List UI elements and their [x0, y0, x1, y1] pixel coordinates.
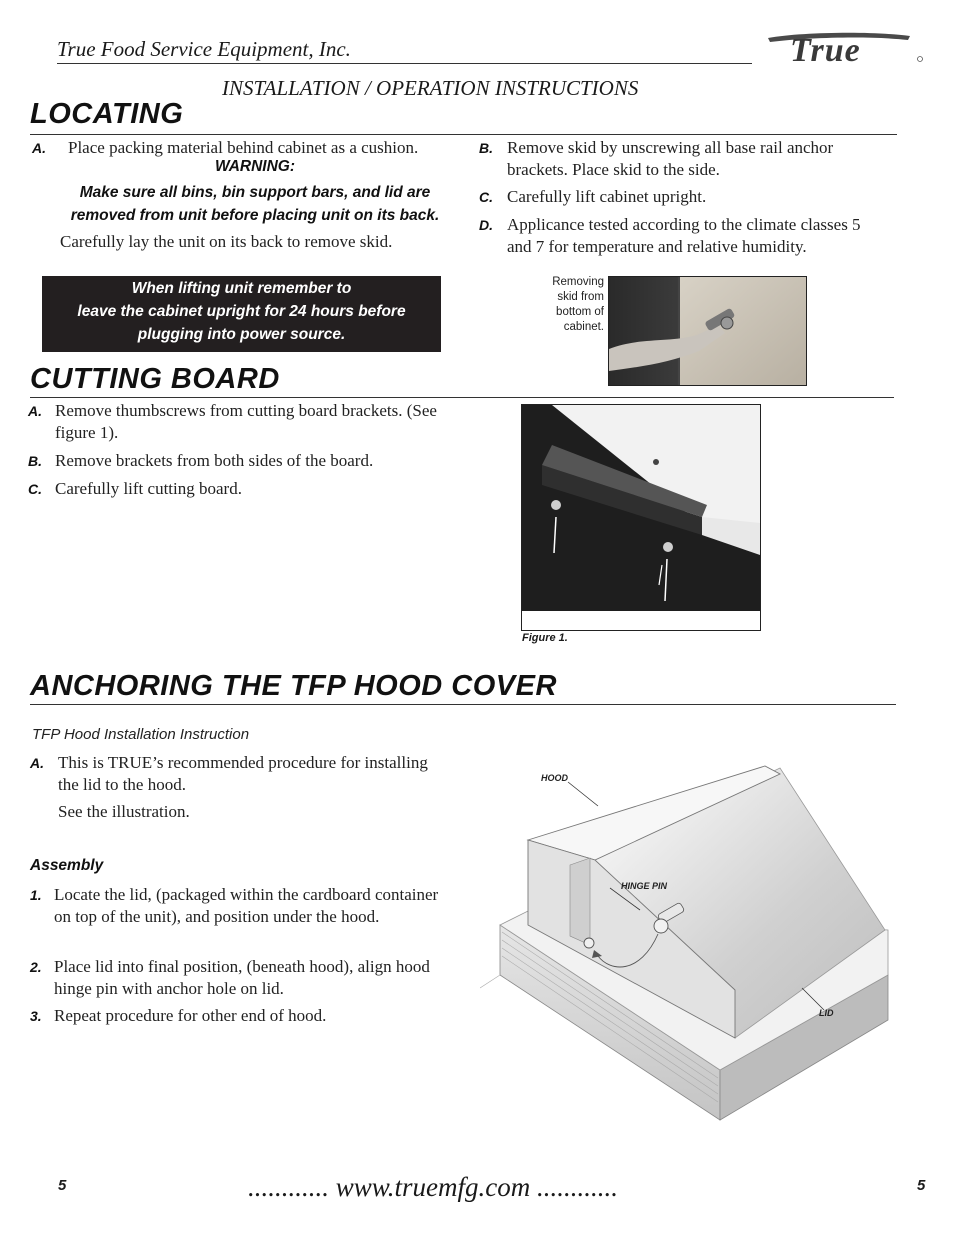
lay-unit-text: Carefully lay the unit on its back to remove skid.	[60, 232, 393, 251]
header-rule	[57, 63, 752, 64]
notice-line-2: leave the cabinet upright for 24 hours before	[77, 303, 406, 320]
document-subtitle: INSTALLATION / OPERATION INSTRUCTIONS	[222, 76, 639, 100]
step-text: Remove thumbscrews from cutting board brackets. (See figure 1).	[55, 401, 437, 442]
step-text: Locate the lid, (packaged within the cardboard container on top of the unit), and position under the hood.	[54, 885, 439, 926]
true-logo	[762, 28, 927, 68]
step-text: Remove skid by unscrewing all base rail anchor brackets. Place skid to the side.	[507, 138, 834, 179]
label-hinge-pin: HINGE PIN	[621, 881, 668, 891]
step-text: This is TRUE’s recommended procedure for installing the lid to the hood.	[58, 753, 428, 794]
step-text: Carefully lift cutting board.	[55, 479, 242, 498]
locating-rule	[30, 134, 897, 135]
cutting-step-a	[28, 400, 458, 444]
caption-line: skid from	[557, 291, 604, 303]
logo-text: True	[790, 32, 861, 68]
page-number-left: 5	[58, 1177, 67, 1194]
warning-line-2: removed from unit before placing unit on its back.	[70, 207, 440, 224]
cutting-board-heading: CUTTING BOARD	[30, 363, 280, 395]
step-marker: A.	[32, 140, 46, 156]
company-name: True Food Service Equipment, Inc.	[57, 37, 351, 61]
hood-heading: ANCHORING THE TFP HOOD COVER	[30, 670, 557, 702]
step-text: Remove brackets from both sides of the board.	[55, 451, 374, 470]
locating-step-b	[479, 137, 889, 181]
assembly-label: Assembly	[30, 857, 104, 874]
step-marker: D.	[479, 217, 493, 233]
step-marker: C.	[479, 189, 493, 205]
notice-line-3: plugging into power source.	[137, 326, 346, 343]
locating-step-c	[479, 186, 889, 208]
cutting-step-b	[28, 450, 458, 472]
upright-notice-box	[42, 276, 441, 352]
caption-line: bottom of	[556, 306, 604, 318]
step-marker: 2.	[30, 959, 42, 975]
step-marker: B.	[479, 140, 493, 156]
page-number-right: 5	[917, 1177, 926, 1194]
cutting-board-figure	[521, 404, 761, 631]
locating-step-d	[479, 214, 889, 258]
see-illustration-text: See the illustration.	[58, 802, 190, 821]
notice-line-1: When lifting unit remember to	[131, 280, 352, 297]
step-marker: 1.	[30, 887, 42, 903]
step-text: Place lid into final position, (beneath hood), align hood hinge pin with anchor hole on lid.	[54, 957, 430, 998]
warning-line-1: Make sure all bins, bin support bars, and lid are	[79, 184, 431, 201]
hood-step-1	[30, 884, 450, 928]
hood-step-2	[30, 956, 450, 1000]
step-marker: A.	[28, 403, 42, 419]
hood-step-a	[30, 752, 450, 796]
step-text: Place packing material behind cabinet as a cushion.	[68, 138, 419, 157]
step-marker: A.	[30, 755, 44, 771]
hood-subheading: TFP Hood Installation Instruction	[32, 726, 250, 743]
locating-heading: LOCATING	[30, 98, 184, 130]
figure-1-caption: Figure 1.	[522, 632, 568, 644]
cutting-board-rule	[30, 397, 894, 398]
step-text: Applicance tested according to the climate classes 5 and 7 for temperature and relative humidity.	[507, 215, 861, 256]
hood-step-3	[30, 1005, 450, 1027]
step-text: Repeat procedure for other end of hood.	[54, 1006, 327, 1025]
warning-label: WARNING:	[214, 158, 296, 175]
label-lid: LID	[819, 1008, 834, 1018]
label-hood: HOOD	[541, 773, 568, 783]
caption-line: Removing	[552, 276, 604, 288]
footer-url[interactable]: ............ www.truemfg.com ............	[248, 1172, 618, 1202]
hood-rule	[30, 704, 896, 705]
step-marker: C.	[28, 481, 42, 497]
hood-lid-illustration	[480, 760, 890, 1130]
step-marker: 3.	[30, 1008, 42, 1024]
skid-photo-caption	[540, 275, 604, 335]
caption-line: cabinet.	[563, 321, 604, 333]
step-text: Carefully lift cabinet upright.	[507, 187, 707, 206]
step-marker: B.	[28, 453, 42, 469]
cutting-step-c	[28, 478, 458, 500]
skid-removal-photo	[608, 276, 807, 386]
